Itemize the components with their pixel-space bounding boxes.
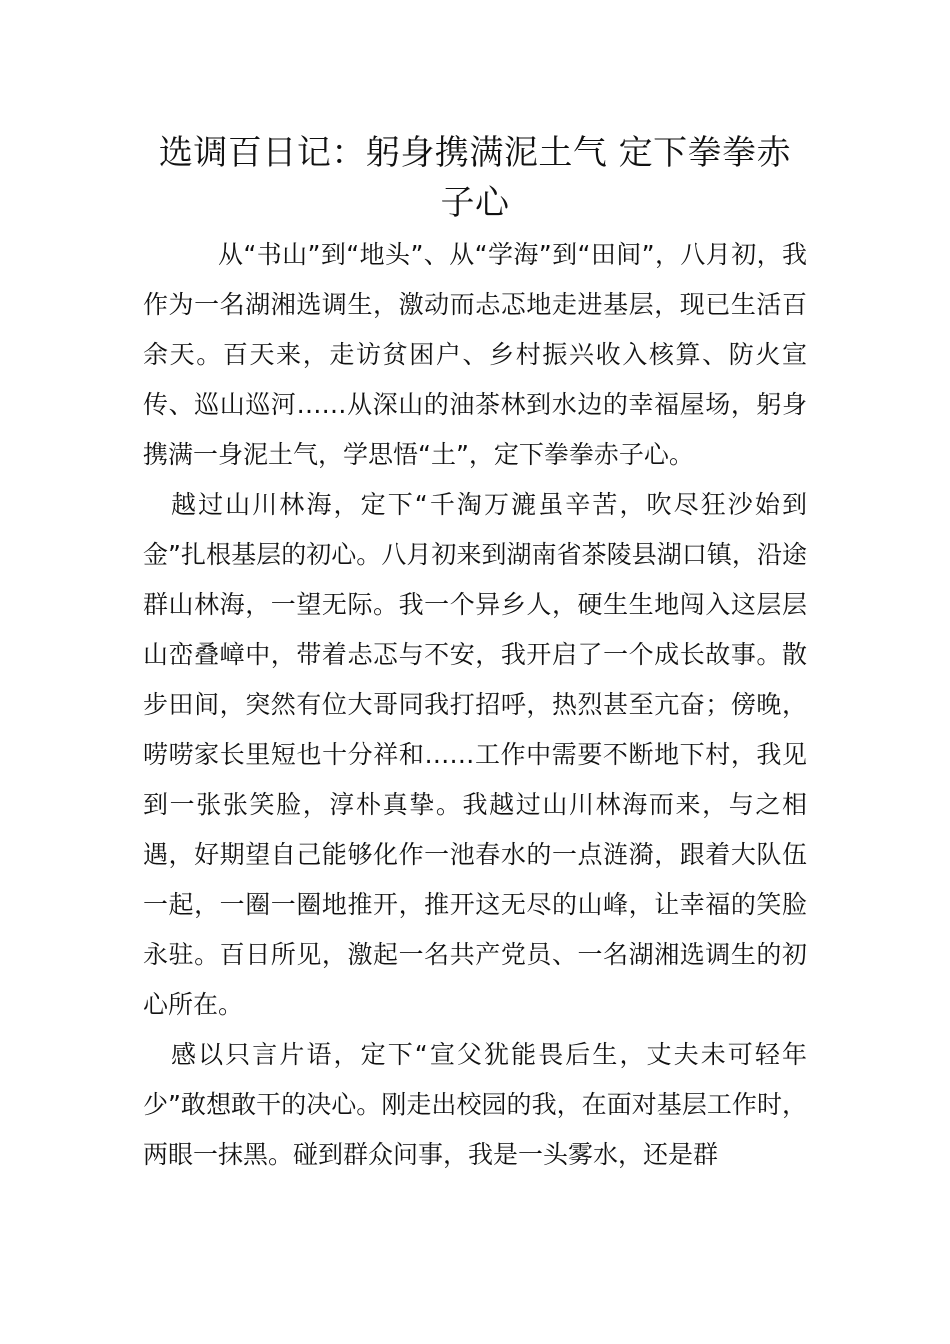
document-title: 选调百日记：躬身携满泥土气 定下拳拳赤子心 [158,133,792,223]
paragraph-intro: 从“书山”到“地头”、从“学海”到“田间”，八月初，我作为一名湖湘选调生，激动而忐忑地走进基层，现已生活百余天。百天来，走访贫困户、乡村振兴收入核算、防火宣传、巡山巡河……从深山的油茶林到水边的幸福屋场，躬身携满一身泥土气，学思悟“土”，定下拳拳赤子心。 [143,240,807,469]
paragraph-roots: 越过山川林海，定下“千淘万漉虽辛苦，吹尽狂沙始到金”扎根基层的初心。八月初来到湖南省茶陵县湖口镇，沿途群山林海，一望无际。我一个异乡人，硬生生地闯入这层层山峦叠嶂中，带着忐忑与不安，我开启了一个成长故事。散步田间，突然有位大哥同我打招呼，热烈甚至亢奋；傍晚，唠唠家长里短也十分祥和……工作中需要不断地下村，我见到一张张笑脸，淳朴真挚。我越过山川林海而来，与之相遇，好期望自己能够化作一池春水的一点涟漪，跟着大队伍一起，一圈一圈地推开，推开这无尽的山峰，让幸福的笑脸永驻。百日所见，激起一名共产党员、一名湖湘选调生的初心所在。 [143,490,807,1019]
paragraph-resolve: 感以只言片语，定下“宣父犹能畏后生，丈夫未可轻年少”敢想敢干的决心。刚走出校园的我，在面对基层工作时，两眼一抹黑。碰到群众问事，我是一头雾水，还是群 [143,1040,807,1169]
